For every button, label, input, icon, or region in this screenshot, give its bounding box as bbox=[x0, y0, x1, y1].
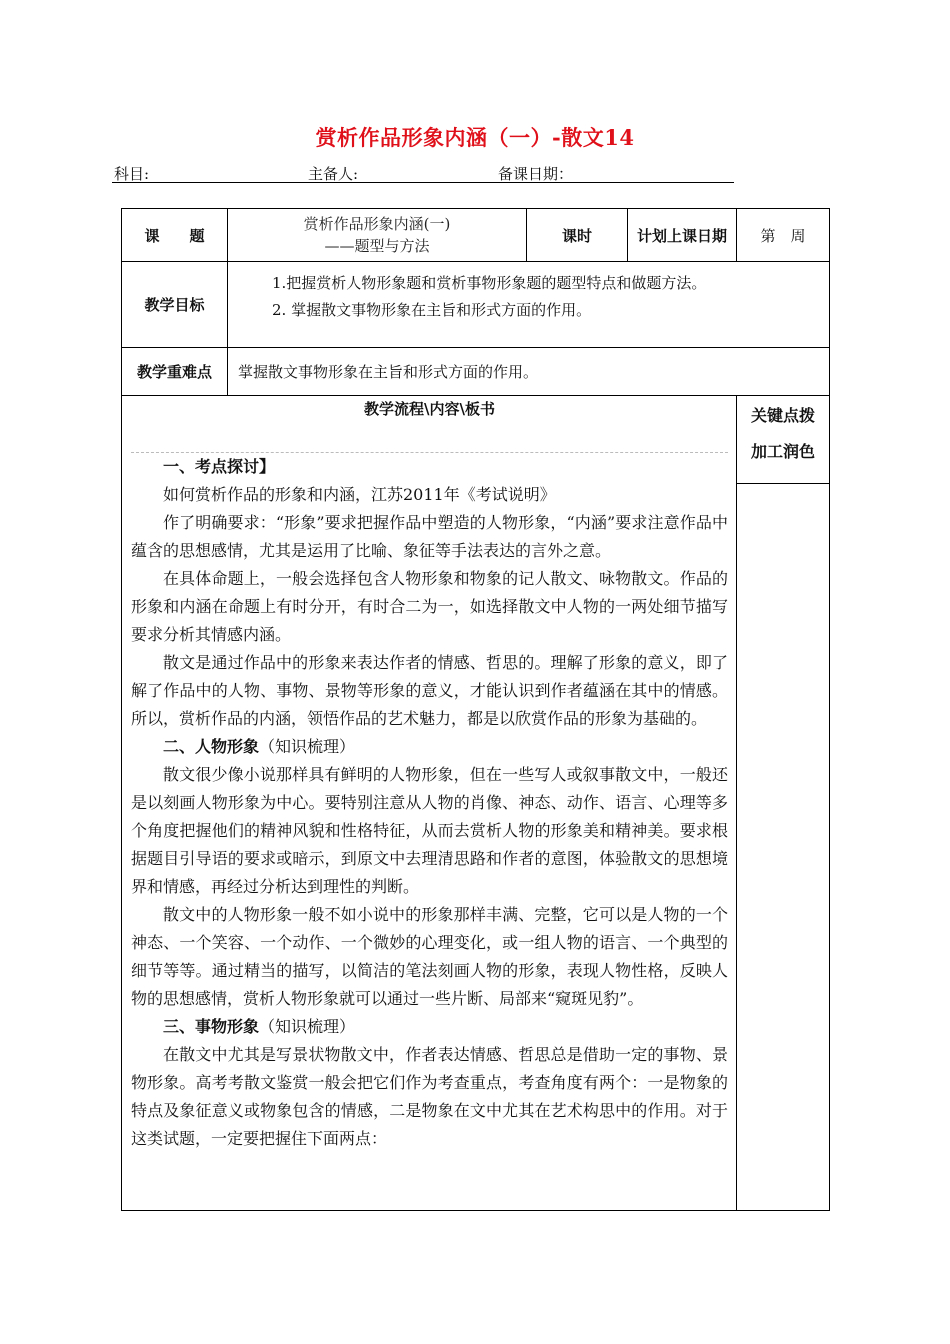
paragraph-5: 散文很少像小说那样具有鲜明的人物形象，但在一些写人或叙事散文中，一般还是以刻画人物形象为中心。要特别注意从人物的肖像、神态、动作、语言、心理等多个角度把握他们的精神风貌和性格特征，从而去赏析人物的形象美和精神美。要求根据题目引导语的要求或暗示，到原文中去理清思路和作者的意图，体验散文的思想境界和情感，再经过分析达到理性的判断。 bbox=[131, 765, 728, 896]
key-points-label: 教学重难点 bbox=[122, 348, 228, 396]
topic-cell bbox=[228, 209, 527, 262]
section-1-title: 一、考点探讨】 bbox=[163, 457, 276, 476]
plan-date-label: 计划上课日期 bbox=[628, 209, 737, 262]
paragraph-7: 在散文中尤其是写景状物散文中，作者表达情感、哲思总是借助一定的事物、景物形象。高考考散文鉴赏一般会把它们作为考查重点，考查角度有两个：一是物象的特点及象征意义或物象包含的情感，二是物象在文中尤其在艺术构思中的作用。对于这类试题，一定要把握住下面两点： bbox=[131, 1045, 728, 1148]
side-line-1: 关键点拨 bbox=[751, 406, 816, 425]
hours-label: 课时 bbox=[527, 209, 628, 262]
lesson-plan-table bbox=[121, 208, 830, 1211]
side-notes-header bbox=[737, 396, 829, 484]
topic-line-1: 赏析作品形象内涵(一) bbox=[303, 215, 451, 233]
topic-label: 课 题 bbox=[122, 209, 228, 262]
document-title: 赏析作品形象内涵（一）-散文14 bbox=[315, 125, 635, 150]
key-points-text: 掌握散文事物形象在主旨和形式方面的作用。 bbox=[228, 348, 830, 396]
paragraph-3: 在具体命题上，一般会选择包含人物形象和物象的记人散文、咏物散文。作品的形象和内涵在命题上有时分开，有时合二为一，如选择散文中人物的一两处细节描写要求分析其情感内涵。 bbox=[131, 569, 728, 644]
goal-item-1: 1.把握赏析人物形象题和赏析事物形象题的题型特点和做题方法。 bbox=[272, 274, 707, 292]
goals-label: 教学目标 bbox=[122, 262, 228, 348]
teaching-flow-cell bbox=[122, 396, 737, 1211]
paragraph-4: 散文是通过作品中的形象来表达作者的情感、哲思的。理解了形象的意义，即了解了作品中的人物、事物、景物等形象的意义，才能认识到作者蕴涵在其中的情感。所以，赏析作品的内涵，领悟作品的艺术魅力，都是以欣赏作品的形象为基础的。 bbox=[131, 653, 728, 728]
section-3-title: 三、事物形象（知识梳理） bbox=[163, 1017, 356, 1036]
paragraph-2: 作了明确要求：“形象”要求把握作品中塑造的人物形象，“内涵”要求注意作品中蕴含的思想感情，尤其是运用了比喻、象征等手法表达的言外之意。 bbox=[131, 513, 728, 560]
paragraph-6: 散文中的人物形象一般不如小说中的形象那样丰满、完整，它可以是人物的一个神态、一个笑容、一个动作、一个微妙的心理变化，或一组人物的语言、一个典型的细节等等。通过精当的描写，以简洁的笔法刻画人物的形象，表现人物性格，反映人物的思想感情，赏析人物形象就可以通过一些片断、局部来“窥斑见豹”。 bbox=[131, 905, 728, 1008]
subject-label: 科目: bbox=[114, 165, 150, 183]
section-2-title: 二、人物形象（知识梳理） bbox=[163, 737, 356, 756]
meta-line bbox=[112, 162, 734, 183]
goals-cell bbox=[228, 262, 830, 348]
paragraph-1: 如何赏析作品的形象和内涵，江苏2011年《考试说明》 bbox=[163, 485, 556, 504]
goal-item-2: 2. 掌握散文事物形象在主旨和形式方面的作用。 bbox=[272, 301, 592, 319]
topic-line-2: ——题型与方法 bbox=[324, 237, 430, 255]
date-label: 备课日期： bbox=[498, 165, 574, 183]
week-label: 第 周 bbox=[737, 209, 830, 262]
preparer-label: 主备人: bbox=[308, 165, 359, 183]
side-notes-cell bbox=[737, 396, 830, 1211]
flow-header: 教学流程\内容\板书 bbox=[131, 396, 728, 453]
side-line-2: 加工润色 bbox=[751, 442, 816, 461]
